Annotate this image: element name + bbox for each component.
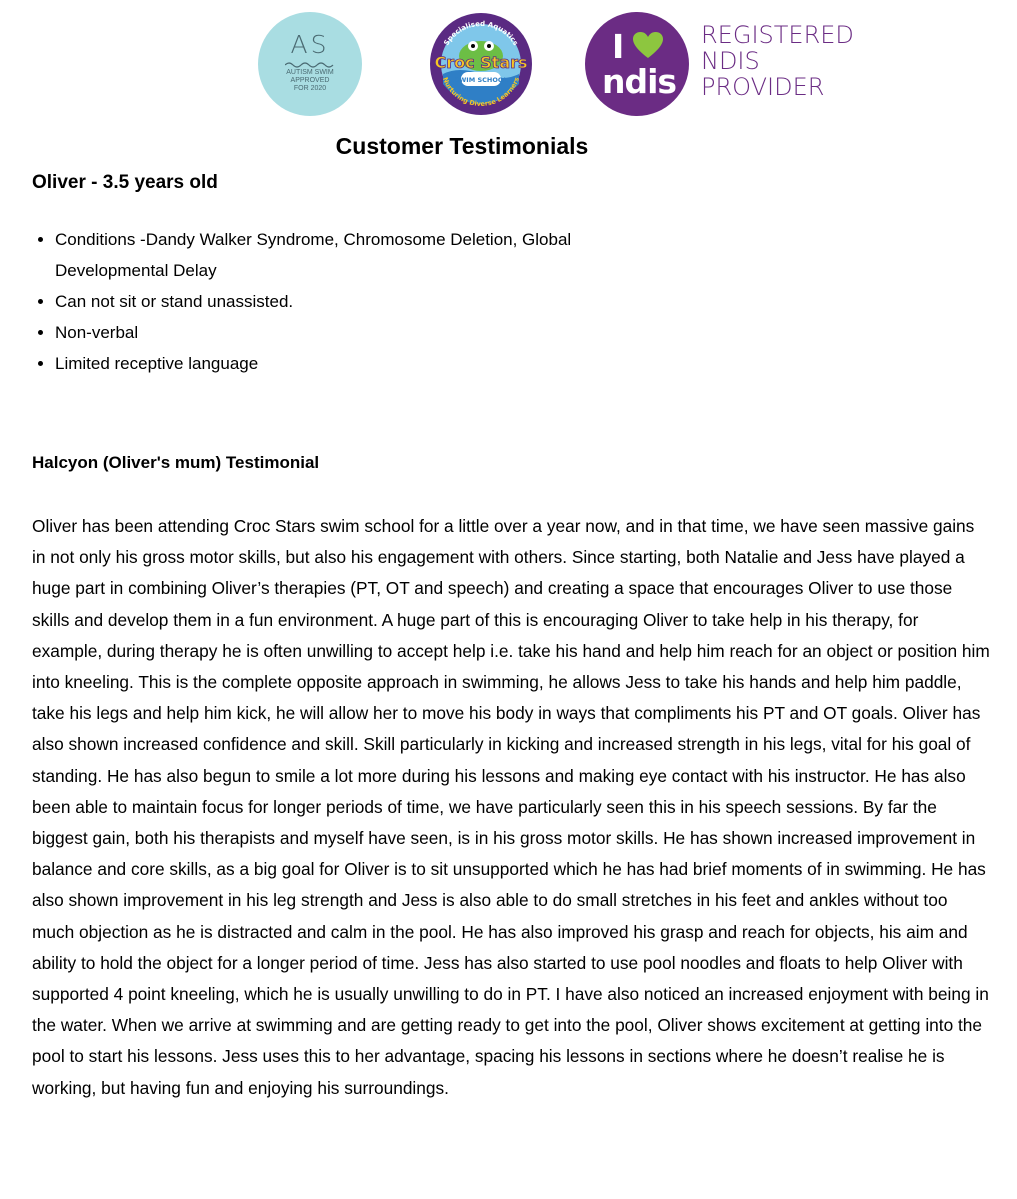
ndis-logo: [585, 12, 854, 116]
autism-swim-letters: AS: [290, 30, 330, 59]
ndis-circle: [585, 12, 689, 116]
logo-row: [0, 11, 1017, 117]
wave-icon: [285, 61, 335, 69]
list-item: • Non-verbal: [55, 317, 655, 348]
svg-text:Croc Stars: Croc Stars: [434, 53, 528, 72]
list-item: • Conditions -Dandy Walker Syndrome, Chromosome Deletion, Global Developmental Delay: [55, 224, 655, 286]
croc-stars-emblem: [429, 12, 533, 116]
autism-swim-text: AUTISM SWIM APPROVED FOR 2020: [286, 69, 334, 92]
page-title: Customer Testimonials: [335, 133, 589, 159]
svg-text:Nurturing Diverse Learners: Nurturing Diverse Learners: [440, 76, 521, 109]
ndis-i-letter: I: [612, 27, 625, 66]
testimonial-body: Oliver has been attending Croc Stars swim school for a little over a year now, and in that time, we have seen massive gains in not only his gross motor skills, but also his engagement with others. Since starting, both Natalie and Jess have played a huge part in combining Oliver’s therapies (PT, OT and speech) and creating a space that encourages Oliver to use those skills and develop them in a fun environment. A huge part of this is encouraging Oliver to take help in his therapy, for example, during therapy he is often unwilling to accept help i.e. take his hand and help him reach for an object or position him into kneeling. This is the complete opposite approach in swimming, he allows Jess to take his hands and help him paddle, take his legs and help him kick, he will allow her to move his body in ways that compliments his PT and OT goals. Oliver has also shown increased confidence and skill. Skill particularly in kicking and increased strength in his legs, vital for his goal of standing. He has also begun to smile a lot more during his lessons and making eye contact with his instructor. He has also been able to maintain focus for longer periods of time, we have particularly seen this in his speech sessions. By far the biggest gain, both his therapists and myself have seen, is in his gross motor skills. He has shown increased improvement in balance and core skills, as a big goal for Oliver is to sit unsupported which he has had brief moments of in swimming. He has also shown improvement in his leg strength and Jess is also able to do small stretches in his feet and ankles without too much objection as he is distracted and calm in the pool. He has also improved his grasp and reach for objects, his aim and ability to hold the object for a longer period of time. Jess has also started to use pool noodles and floats to help Oliver with supported 4 point kneeling, which he is usually unwilling to do in PT. I have also noticed an increased enjoyment with being in the water. When we arrive at swimming and are getting ready to get into the pool, Oliver shows excitement at getting into the pool to start his lessons. Jess uses this to her advantage, spacing his lessons in sections where he doesn’t realise he is working, but having fun and enjoying his surroundings.: [32, 516, 990, 1098]
subject-heading: Oliver - 3.5 years old: [32, 172, 218, 193]
testimonial-heading: Halcyon (Oliver's mum) Testimonial: [32, 453, 320, 472]
heart-icon: [633, 32, 663, 59]
conditions-list: [32, 224, 655, 379]
svg-text:Specialised Aquatics: Specialised Aquatics: [442, 19, 520, 47]
autism-swim-logo: [258, 12, 362, 116]
ndis-registered-text: REGISTERED NDIS PROVIDER: [701, 21, 854, 101]
ndis-wordmark: ndis: [602, 62, 677, 101]
list-item: • Can not sit or stand unassisted.: [55, 286, 655, 317]
croc-stars-logo: [429, 12, 533, 116]
list-item: • Limited receptive language: [55, 348, 655, 379]
svg-text:SWIM SCHOOL: SWIM SCHOOL: [454, 76, 508, 84]
